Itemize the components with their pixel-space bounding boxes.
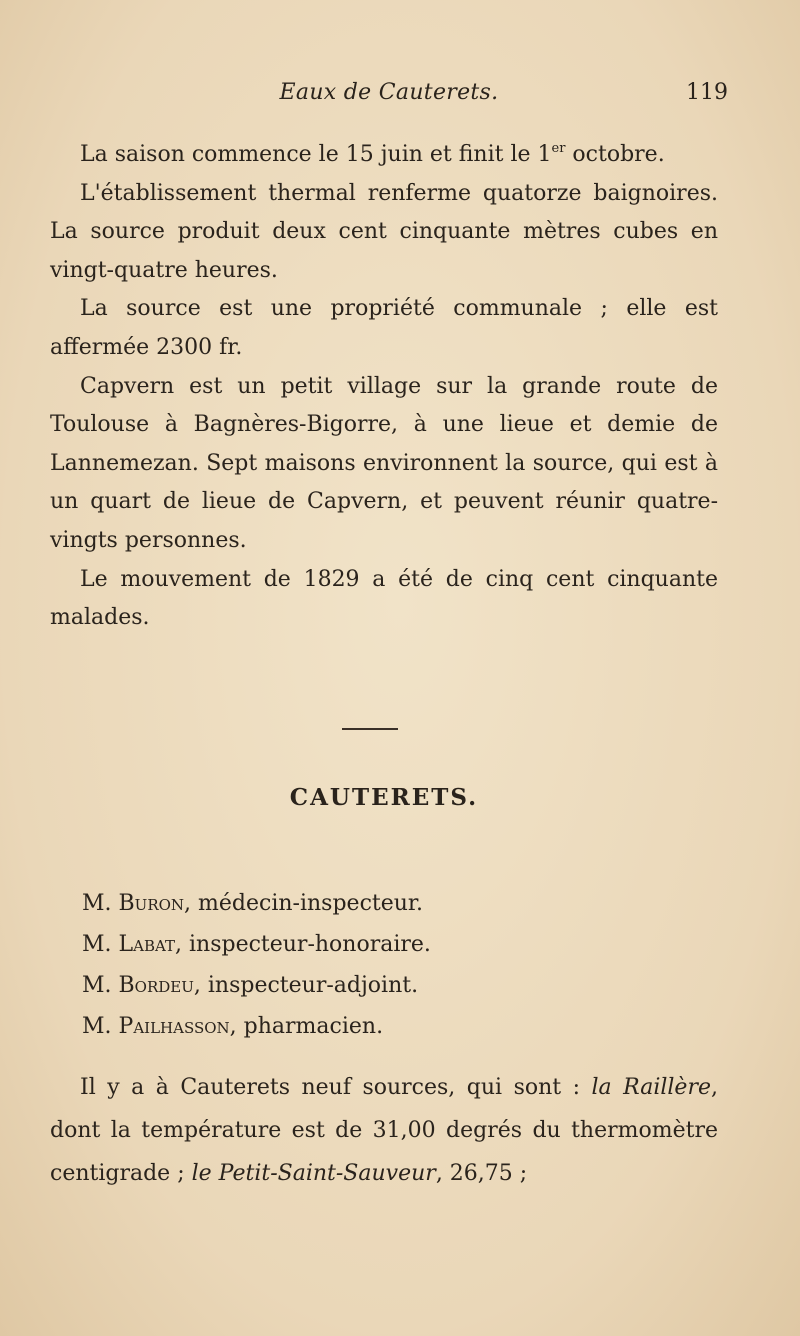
staff-entry: M. Labat, inspecteur-honoraire. [82,932,431,957]
staff-entry: M. Buron, médecin-inspecteur. [82,891,424,916]
paragraph: Le mouvement de 1829 a été de cinq cent cinquante malades. [50,566,718,631]
paragraph: L'établissement thermal renferme quatorze baignoires. La source produit deux cent cinquante mètres cubes en vingt-quatre heures. [50,180,718,283]
section-divider [342,728,398,730]
staff-entry: M. Bordeu, inspecteur-adjoint. [82,973,419,998]
paragraph: Il y a à Cauterets neuf sources, qui sont : la Raillère, dont la température est de 31,00 degrés du thermomètre centigrade ; le Petit-Saint-Sauveur, 26,75 ; [50,1075,718,1186]
section-heading: CAUTERETS. [289,784,479,811]
paragraph: Capvern est un petit village sur la grande route de Toulouse à Bagnères-Bigorre, à une lieue et demie de Lannemezan. Sept maisons environnent la source, qui est à un quart de lieue de Capvern, et peuvent réunir quatre-vingts personnes. [50,373,718,553]
body-text-bottom [50,1066,718,1195]
staff-list [82,883,431,1047]
staff-entry: M. Pailhasson, pharmacien. [82,1014,384,1039]
paragraph: La saison commence le 15 juin et finit le 1er octobre. [80,141,665,167]
body-text-top [50,130,718,638]
running-title: Eaux de Cauterets. [279,80,499,105]
page-number: 119 [686,80,728,105]
paragraph: La source est une propriété communale ; elle est affermée 2300 fr. [50,296,718,360]
running-head [50,80,728,120]
